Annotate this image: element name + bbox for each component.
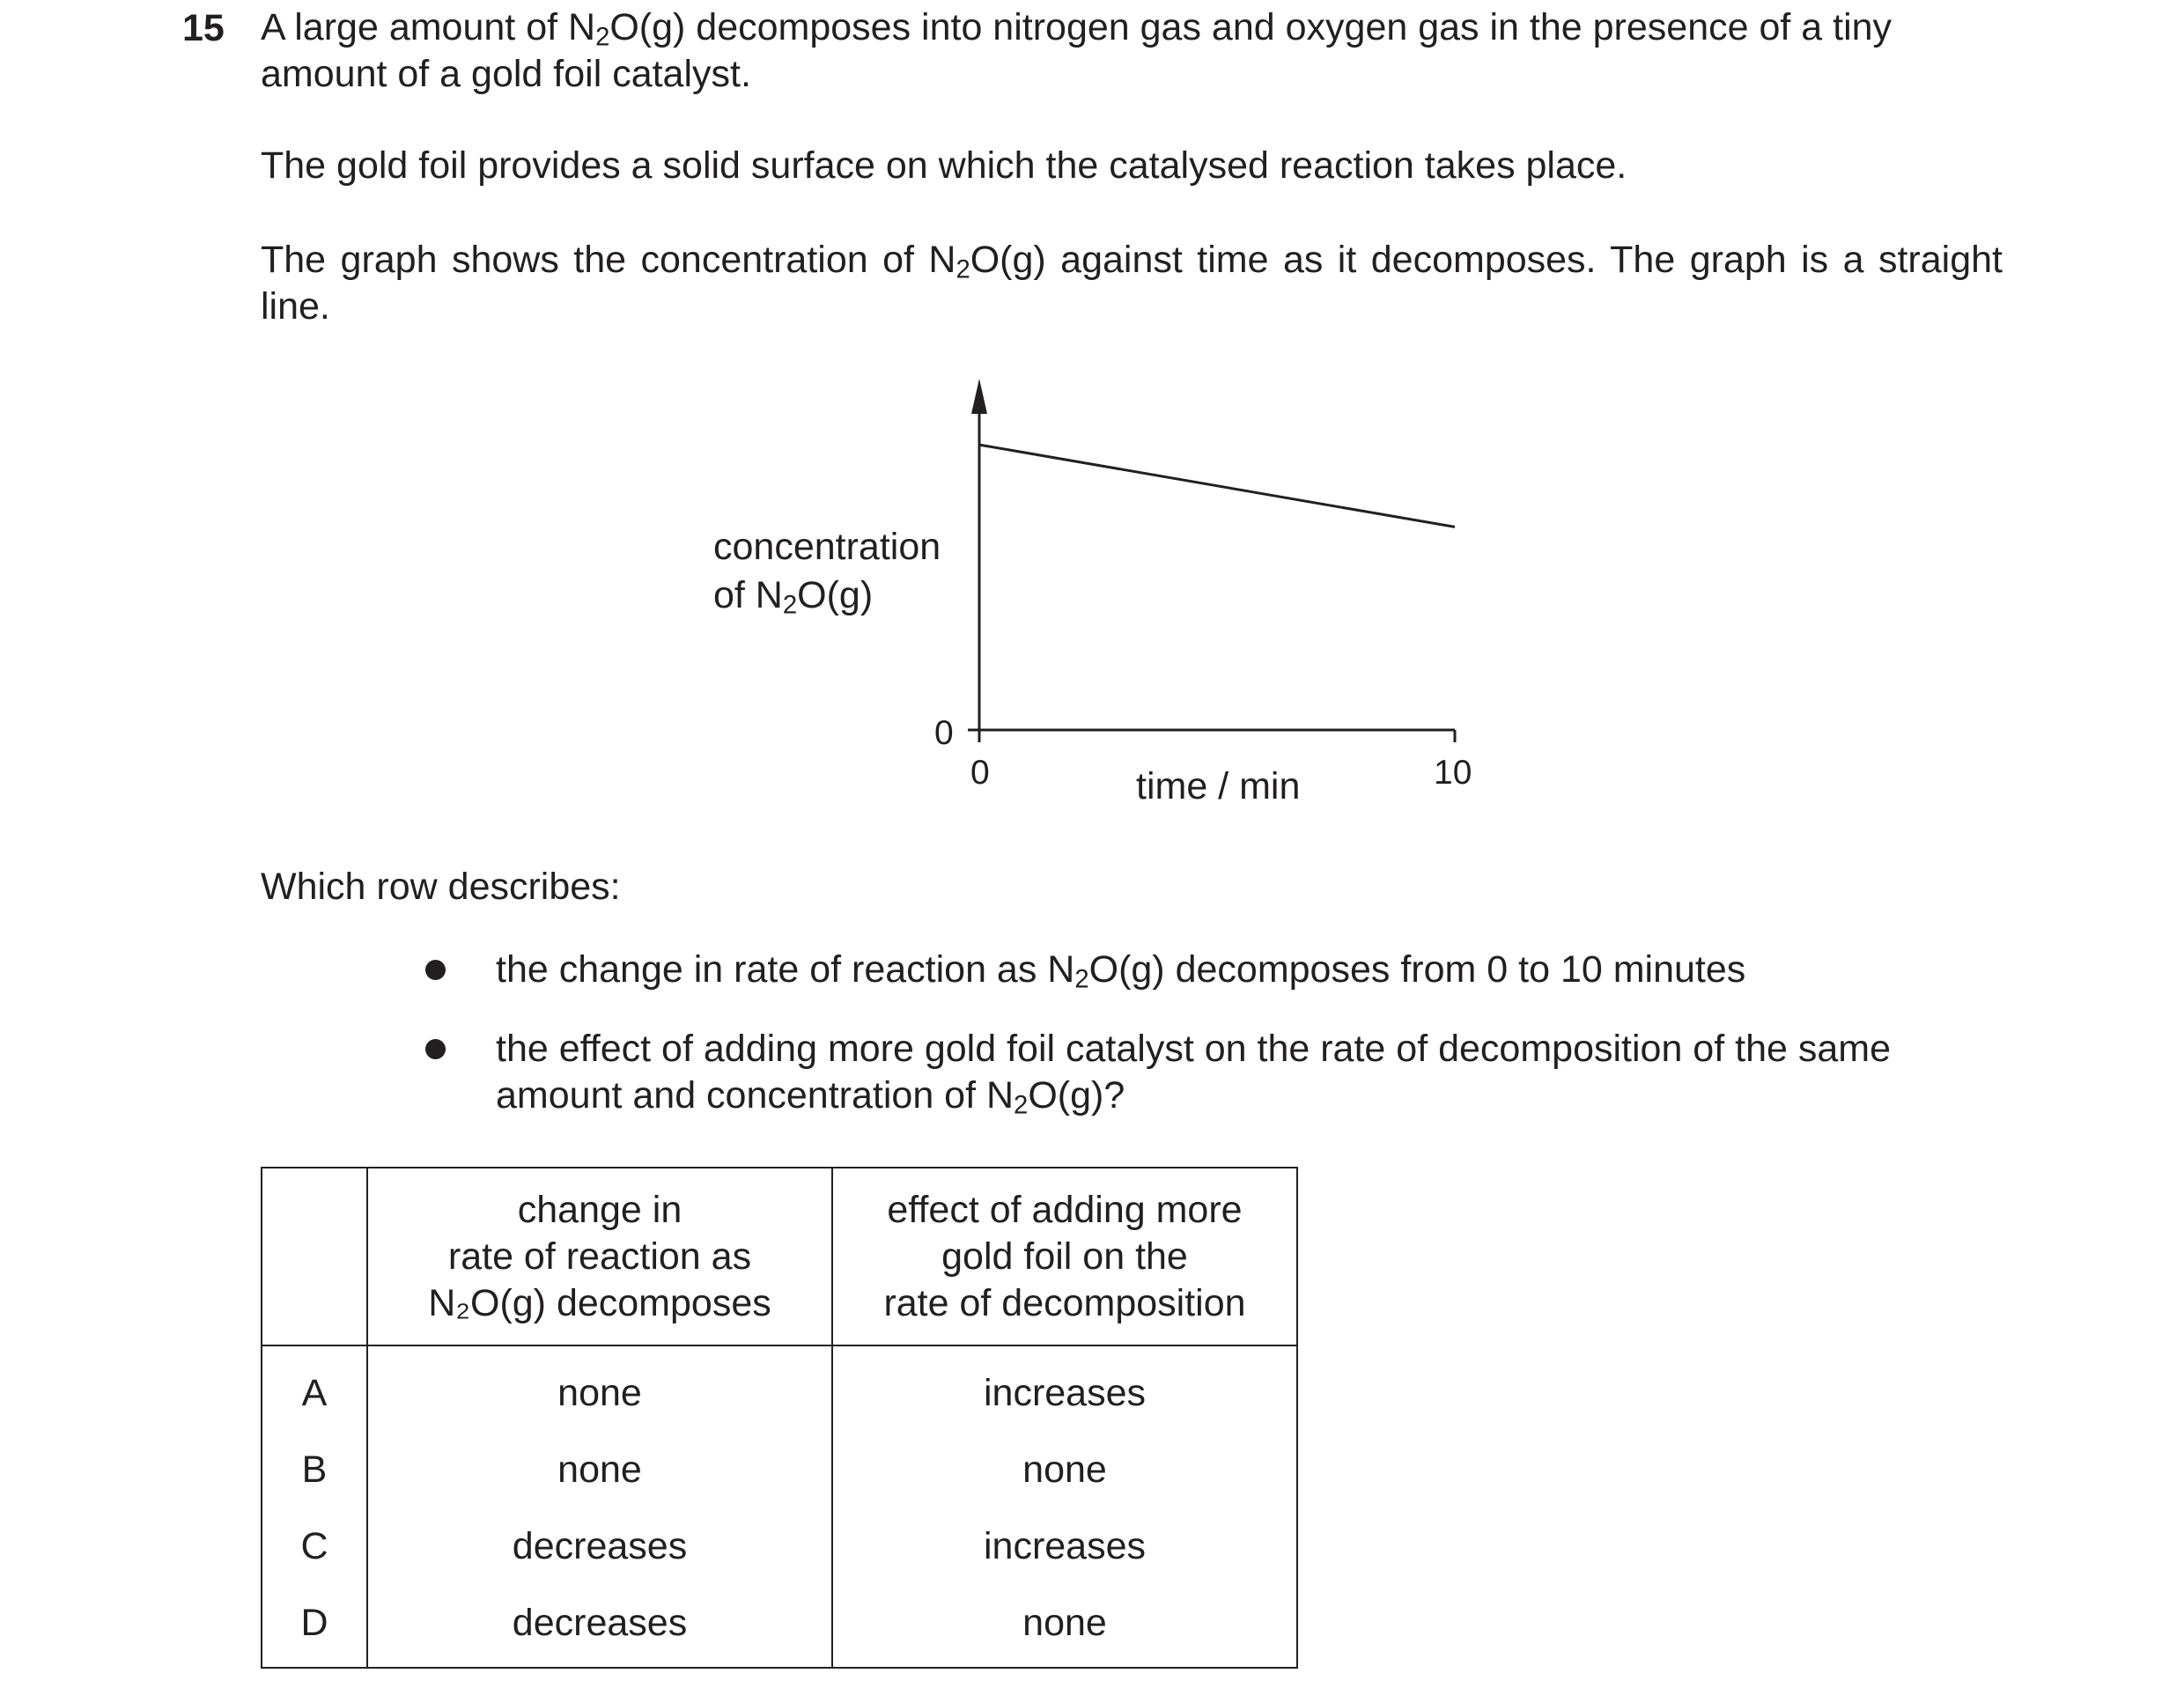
x-axis-label: time / min [1136, 765, 1301, 807]
answer-options-table [261, 1167, 1298, 1669]
option-key: D [262, 1585, 367, 1668]
bullet-item: the change in rate of reaction as $N_2O(g)$ decomposes from 0 to 10 minutes [418, 947, 2003, 993]
graph-desc-subscript: 2 [956, 255, 970, 284]
bullet-item: the effect of adding more gold foil catalyst on the rate of decomposition of the same amount and concentration of $N_2O(g)$? [418, 1026, 2003, 1119]
gold-effect-cell: increases [832, 1345, 1297, 1432]
x-tick-zero-label: 0 [970, 754, 990, 792]
header-rate-change: change in rate of reaction as N₂O(g) decomposes [367, 1168, 832, 1345]
concentration-line [979, 445, 1455, 527]
rate-change-cell: none [367, 1432, 832, 1508]
question-prompt: Which row describes: [261, 866, 621, 908]
table-row[interactable] [262, 1585, 1297, 1668]
y-axis-label-line2: of $N_2O(g)$ [713, 574, 874, 620]
rate-change-cell: decreases [367, 1508, 832, 1585]
graph-desc-text-a: The graph shows the concentration of N [261, 239, 956, 281]
intro-text-b: O(g) decomposes into nitrogen gas and oxygen gas in the presence of a tiny amount of a gold foil catalyst. [261, 6, 1893, 95]
table-row[interactable] [262, 1508, 1297, 1585]
table-row[interactable] [262, 1345, 1297, 1432]
table-header-row [262, 1168, 1297, 1345]
header-key-cell [262, 1168, 367, 1345]
x-tick-end-label: 10 [1434, 754, 1472, 792]
option-key: A [262, 1345, 367, 1432]
intro-text-a: A large amount of N [261, 6, 596, 48]
bullet-icon [425, 1039, 446, 1059]
gold-effect-cell: none [832, 1432, 1297, 1508]
option-key: C [262, 1508, 367, 1585]
gold-effect-cell: none [832, 1585, 1297, 1668]
option-key: B [262, 1432, 367, 1508]
rate-change-cell: none [367, 1345, 832, 1432]
bullet-icon [425, 960, 446, 980]
header-gold-effect: effect of adding more gold foil on the rate of decomposition [832, 1168, 1297, 1345]
y-tick-zero-label: 0 [934, 714, 954, 752]
question-number: 15 [182, 7, 225, 49]
intro-subscript: 2 [595, 23, 610, 52]
graph-desc-text-b: O(g) against time as it decomposes. The graph is a straight line. [261, 239, 2003, 328]
surface-statement: The gold foil provides a solid surface on which the catalysed reaction takes place. [261, 144, 1627, 187]
rate-change-cell: decreases [367, 1585, 832, 1668]
y-axis-arrow [971, 379, 987, 414]
gold-effect-cell: increases [832, 1508, 1297, 1585]
y-axis-label-line1: concentration [713, 526, 941, 568]
table-row[interactable] [262, 1432, 1297, 1508]
bullet-list [418, 947, 2003, 1152]
